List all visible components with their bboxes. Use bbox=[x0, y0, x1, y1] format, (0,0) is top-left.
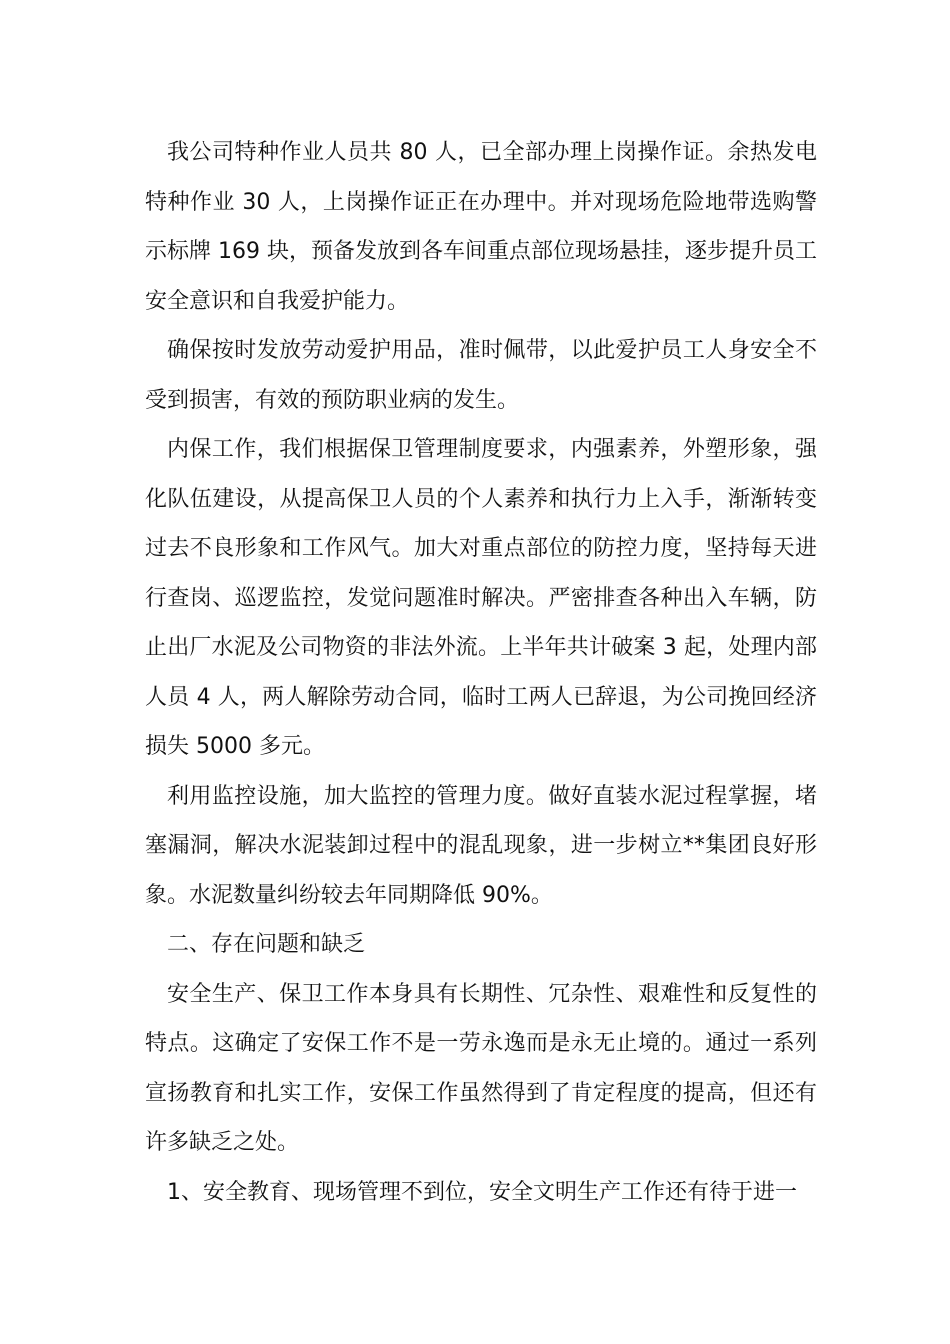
paragraph-problems-overview: 安全生产、保卫工作本身具有长期性、冗杂性、艰难性和反复性的特点。这确定了安保工作不是一劳永逸而是永无止境的。通过一系列宣扬教育和扎实工作，安保工作虽然得到了肯定程度的提高，但还有许多缺乏之处。 bbox=[145, 981, 817, 1155]
paragraph-problem-item-1: 1、安全教育、现场管理不到位，安全文明生产工作还有待于进一 bbox=[167, 1179, 797, 1205]
section-heading-problems: 二、存在问题和缺乏 bbox=[167, 932, 366, 957]
paragraph-monitoring: 利用监控设施，加大监控的管理力度。做好直装水泥过程掌握，堵塞漏洞，解决水泥装卸过程中的混乱现象，进一步树立**集团良好形象。水泥数量纠纷较去年同期降低 90%。 bbox=[145, 783, 817, 908]
paragraph-special-operators: 我公司特种作业人员共 80 人，已全部办理上岗操作证。余热发电特种作业 30 人，上岗操作证正在办理中。并对现场危险地带选购警示标牌 169 块，预备发放到各车间重点部位现场悬挂，逐步提升员工安全意识和自我爱护能力。 bbox=[145, 140, 817, 314]
paragraph-internal-security: 内保工作，我们根据保卫管理制度要求，内强素养，外塑形象，强化队伍建设，从提高保卫人员的个人素养和执行力上入手，渐渐转变过去不良形象和工作风气。加大对重点部位的防控力度，坚持每天进行查岗、巡逻监控，发觉问题准时解决。严密排查各种出入车辆，防止出厂水泥及公司物资的非法外流。上半年共计破案 3 起，处理内部人员 4 人，两人解除劳动合同，临时工两人已辞退，为公司挽回经济损失 5000 多元。 bbox=[145, 437, 817, 759]
document-body bbox=[145, 128, 817, 1217]
paragraph-protective-equipment: 确保按时发放劳动爱护用品，准时佩带，以此爱护员工人身安全不受到损害，有效的预防职业病的发生。 bbox=[145, 338, 817, 413]
